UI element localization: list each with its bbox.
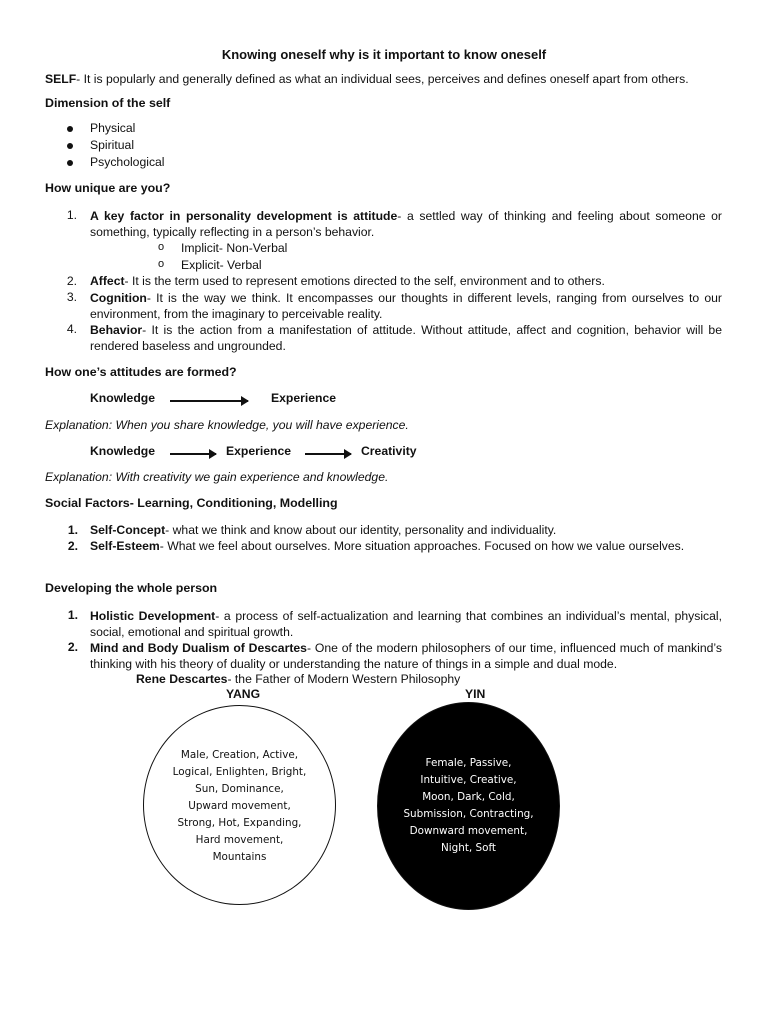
- list-number: 2.: [66, 274, 77, 288]
- bullet-icon: [67, 160, 73, 166]
- list-number: 4.: [66, 322, 77, 336]
- item-term: Holistic Development: [90, 609, 216, 623]
- item-text: - a settled way of thinking and feeling about someone or something, typically reflecting in a person’s behavior.: [90, 209, 722, 239]
- item-text: - what we think and know about our identity, personality and individuality.: [165, 523, 557, 537]
- yang-circle: [143, 705, 336, 905]
- arrow-right-icon: [170, 453, 216, 455]
- list-item: [90, 290, 722, 322]
- item-text: - It is the action from a manifestation of attitude. Without attitude, affect and cognition, behavior will be rendered baseless and ungrounded.: [90, 323, 722, 353]
- circle-bullet-icon: o: [158, 258, 165, 270]
- item-term: Affect: [90, 274, 125, 288]
- item-term: Behavior: [90, 323, 143, 337]
- list-item: Spiritual: [90, 138, 135, 152]
- list-item: Psychological: [90, 155, 165, 169]
- whole-heading: Developing the whole person: [45, 581, 218, 595]
- item-term: Mind and Body Dualism of Descartes: [90, 641, 307, 655]
- descartes-line: [136, 672, 460, 686]
- yin-line: Moon, Dark, Cold,: [422, 791, 515, 803]
- item-text: - What we feel about ourselves. More situation approaches. Focused on how we value ourselves.: [159, 539, 685, 553]
- item-text: - One of the modern philosophers of our time, influenced much of mankind’s thinking with his theory of duality or understanding the nature of things in a simple and dual mode.: [90, 641, 722, 671]
- list-number: 1.: [67, 608, 78, 622]
- sub-item: Explicit- Verbal: [181, 258, 262, 272]
- list-item: [90, 208, 722, 240]
- social-heading-term: Social Factors: [45, 496, 130, 510]
- list-number: 2.: [67, 539, 78, 553]
- yang-line: Mountains: [212, 850, 267, 863]
- list-number: 3.: [66, 290, 77, 304]
- yang-line: Hard movement,: [195, 833, 284, 846]
- descartes-text: - the Father of Modern Western Philosophy: [227, 672, 461, 686]
- arrow-right-icon: [305, 453, 351, 455]
- item-text: - It is the term used to represent emotions directed to the self, environment and to others.: [124, 274, 605, 288]
- yang-line: Sun, Dominance,: [195, 782, 284, 795]
- list-number: 2.: [67, 640, 78, 654]
- dimension-heading: Dimension of the self: [45, 96, 171, 110]
- self-definition: [45, 72, 689, 86]
- flow-step: Knowledge: [90, 444, 156, 458]
- list-number: 1.: [67, 523, 78, 537]
- list-item: [90, 608, 722, 640]
- list-number: 1.: [66, 208, 77, 222]
- flow-step: Experience: [271, 391, 337, 405]
- explanation: Explanation: With creativity we gain experience and knowledge.: [45, 470, 389, 484]
- yin-description: [399, 755, 539, 857]
- circle-bullet-icon: o: [158, 241, 165, 253]
- list-item: [90, 322, 722, 354]
- sub-item: Implicit- Non-Verbal: [181, 241, 288, 255]
- yang-label: YANG: [226, 687, 261, 701]
- yin-line: Night, Soft: [440, 842, 497, 854]
- arrow-right-icon: [170, 400, 248, 402]
- social-heading: [45, 496, 338, 510]
- yin-line: Female, Passive,: [425, 757, 512, 769]
- item-text: - It is the way we think. It encompasses our thoughts in different levels, ranging from ourselves to our environment, from the imaginary to perceivable reality.: [90, 291, 722, 321]
- item-term: A key factor in personality development is attitude: [90, 209, 398, 223]
- list-item: [90, 274, 605, 288]
- item-term: Cognition: [90, 291, 147, 305]
- yang-description: [170, 747, 310, 866]
- explanation: Explanation: When you share knowledge, you will have experience.: [45, 418, 409, 432]
- item-term: Self-Concept: [90, 523, 166, 537]
- bullet-icon: [67, 143, 73, 149]
- yin-line: Intuitive, Creative,: [420, 774, 517, 786]
- list-item: [90, 539, 684, 553]
- list-item: Physical: [90, 121, 136, 135]
- bullet-icon: [67, 126, 73, 132]
- social-heading-rest: - Learning, Conditioning, Modelling: [129, 496, 338, 510]
- yin-label: YIN: [465, 687, 486, 701]
- attitudes-heading: How one’s attitudes are formed?: [45, 365, 237, 379]
- list-item: [90, 523, 556, 537]
- yin-line: Submission, Contracting,: [403, 808, 534, 820]
- yang-line: Logical, Enlighten, Bright,: [172, 765, 307, 778]
- yang-line: Male, Creation, Active,: [180, 748, 299, 761]
- item-term: Self-Esteem: [90, 539, 160, 553]
- descartes-term: Rene Descartes: [136, 672, 228, 686]
- yang-line: Strong, Hot, Expanding,: [177, 816, 302, 829]
- self-text: - It is popularly and generally defined as what an individual sees, perceives and defines oneself apart from others.: [76, 72, 689, 86]
- flow-step: Knowledge: [90, 391, 156, 405]
- unique-heading: How unique are you?: [45, 181, 171, 195]
- list-item: [90, 640, 722, 672]
- self-term: SELF: [45, 72, 77, 86]
- flow-step: Experience: [226, 444, 292, 458]
- item-text: - a process of self-actualization and learning that combines an individual’s mental, physical, social, emotional and spiritual growth.: [90, 609, 722, 639]
- yin-line: Downward movement,: [409, 825, 528, 837]
- flow-step: Creativity: [361, 444, 417, 458]
- yang-line: Upward movement,: [188, 799, 291, 812]
- page-title: Knowing oneself why is it important to know oneself: [221, 47, 547, 62]
- yin-circle: [377, 702, 560, 910]
